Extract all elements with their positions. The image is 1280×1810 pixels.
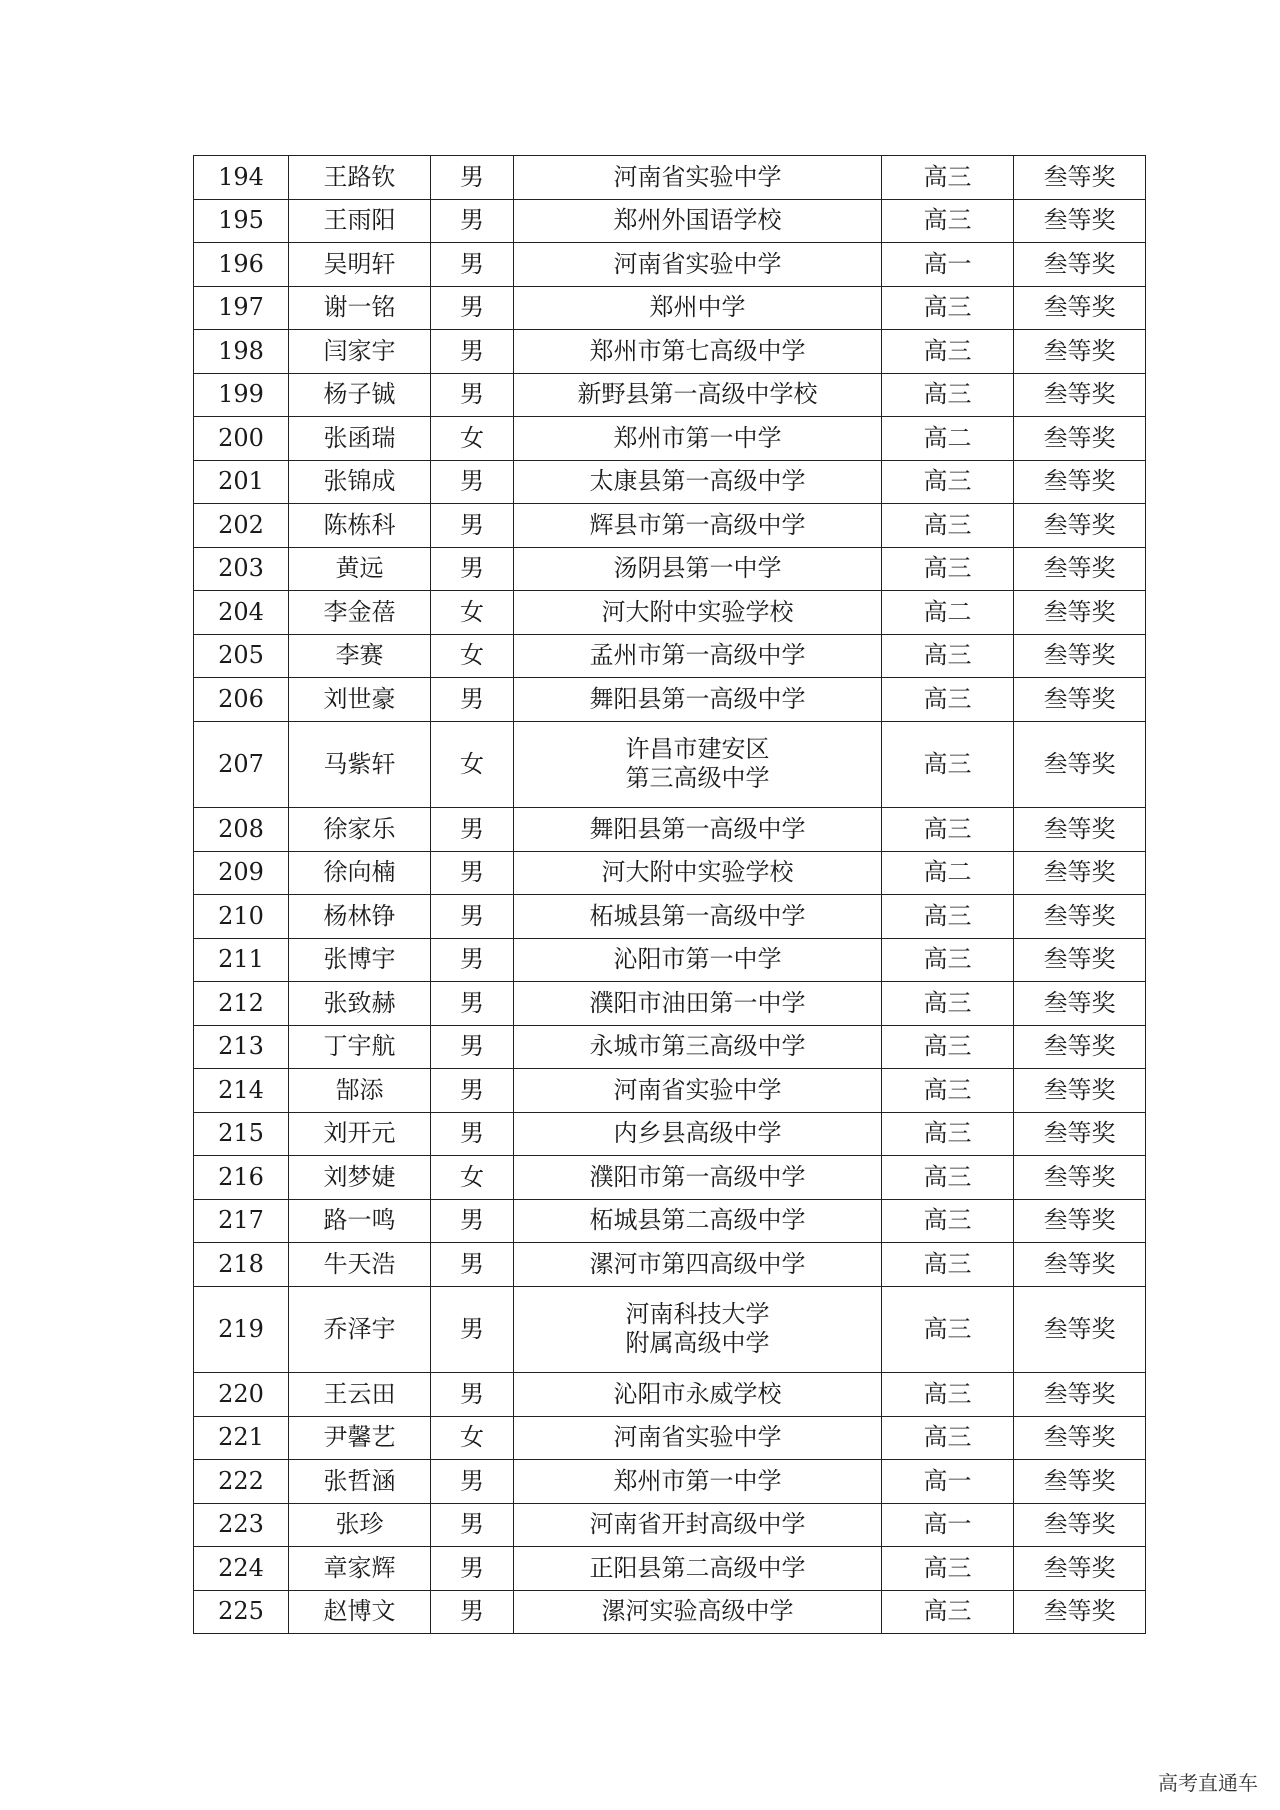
- cell-name: 章家辉: [289, 1547, 431, 1591]
- cell-school: [514, 678, 882, 722]
- cell-name: 陈栋科: [289, 504, 431, 548]
- cell-award: 叁等奖: [1014, 1243, 1146, 1287]
- cell-number: 218: [194, 1243, 289, 1287]
- table-row: [194, 243, 1146, 287]
- cell-award: 叁等奖: [1014, 1460, 1146, 1504]
- cell-gender: 男: [431, 156, 514, 200]
- cell-gender: 男: [431, 938, 514, 982]
- table-row: [194, 1590, 1146, 1634]
- school-line: 新野县第一高级中学校: [577, 380, 818, 409]
- table-row: [194, 547, 1146, 591]
- table-row: [194, 1547, 1146, 1591]
- cell-name: 路一鸣: [289, 1199, 431, 1243]
- cell-school: [514, 1460, 882, 1504]
- school-line: 舞阳县第一高级中学: [589, 684, 806, 713]
- table-row: [194, 199, 1146, 243]
- cell-award: 叁等奖: [1014, 199, 1146, 243]
- cell-gender: 男: [431, 243, 514, 287]
- cell-school: [514, 1503, 882, 1547]
- cell-grade: 高三: [882, 286, 1014, 330]
- cell-gender: 男: [431, 808, 514, 852]
- school-line: 柘城县第一高级中学: [589, 901, 806, 930]
- cell-award: 叁等奖: [1014, 634, 1146, 678]
- table-row: [194, 678, 1146, 722]
- cell-gender: 男: [431, 199, 514, 243]
- cell-award: 叁等奖: [1014, 330, 1146, 374]
- cell-award: 叁等奖: [1014, 1112, 1146, 1156]
- awards-table: [193, 155, 1146, 1634]
- watermark: 高考直通车: [1158, 1771, 1258, 1795]
- table-row: [194, 286, 1146, 330]
- cell-grade: 高三: [882, 1112, 1014, 1156]
- cell-number: 195: [194, 199, 289, 243]
- cell-number: 199: [194, 373, 289, 417]
- cell-grade: 高三: [882, 373, 1014, 417]
- cell-grade: 高二: [882, 851, 1014, 895]
- cell-award: 叁等奖: [1014, 591, 1146, 635]
- cell-name: 刘开元: [289, 1112, 431, 1156]
- cell-school: [514, 938, 882, 982]
- cell-name: 牛天浩: [289, 1243, 431, 1287]
- cell-number: 204: [194, 591, 289, 635]
- cell-school: [514, 1199, 882, 1243]
- cell-name: 李金蓓: [289, 591, 431, 635]
- cell-school: [514, 504, 882, 548]
- cell-gender: 男: [431, 1112, 514, 1156]
- table-row: [194, 1069, 1146, 1113]
- cell-award: 叁等奖: [1014, 1156, 1146, 1200]
- school-line: 内乡县高级中学: [613, 1119, 782, 1148]
- school-line: 郑州市第一中学: [613, 423, 782, 452]
- school-line: 郑州市第七高级中学: [589, 336, 806, 365]
- cell-gender: 男: [431, 1199, 514, 1243]
- school-line: 沁阳市永威学校: [613, 1379, 782, 1408]
- cell-grade: 高二: [882, 591, 1014, 635]
- table-row: [194, 721, 1146, 808]
- cell-grade: 高三: [882, 330, 1014, 374]
- cell-gender: 男: [431, 678, 514, 722]
- cell-name: 张锦成: [289, 460, 431, 504]
- cell-award: 叁等奖: [1014, 373, 1146, 417]
- cell-name: 尹馨艺: [289, 1416, 431, 1460]
- school-line: 漯河实验高级中学: [601, 1597, 794, 1626]
- table-row: [194, 330, 1146, 374]
- cell-name: 郜添: [289, 1069, 431, 1113]
- cell-award: 叁等奖: [1014, 808, 1146, 852]
- cell-name: 张哲涵: [289, 1460, 431, 1504]
- school-line: 正阳县第二高级中学: [589, 1553, 806, 1582]
- cell-number: 222: [194, 1460, 289, 1504]
- cell-school: [514, 808, 882, 852]
- cell-grade: 高三: [882, 1373, 1014, 1417]
- cell-gender: 女: [431, 721, 514, 808]
- awards-table-body: [194, 156, 1146, 1634]
- cell-name: 张致赫: [289, 982, 431, 1026]
- cell-number: 224: [194, 1547, 289, 1591]
- cell-number: 213: [194, 1025, 289, 1069]
- cell-name: 王云田: [289, 1373, 431, 1417]
- table-row: [194, 156, 1146, 200]
- cell-name: 张珍: [289, 1503, 431, 1547]
- cell-school: [514, 156, 882, 200]
- cell-gender: 男: [431, 1286, 514, 1373]
- cell-number: 214: [194, 1069, 289, 1113]
- cell-grade: 高一: [882, 1460, 1014, 1504]
- cell-school: [514, 373, 882, 417]
- cell-award: 叁等奖: [1014, 1286, 1146, 1373]
- cell-number: 202: [194, 504, 289, 548]
- school-line: 郑州中学: [649, 293, 746, 322]
- cell-name: 张博宇: [289, 938, 431, 982]
- cell-name: 闫家宇: [289, 330, 431, 374]
- cell-school: [514, 547, 882, 591]
- school-line: 舞阳县第一高级中学: [589, 814, 806, 843]
- school-line: 辉县市第一高级中学: [589, 510, 806, 539]
- table-row: [194, 1156, 1146, 1200]
- school-line: 永城市第三高级中学: [589, 1032, 806, 1061]
- school-line: 河大附中实验学校: [601, 597, 794, 626]
- table-row: [194, 1025, 1146, 1069]
- table-row: [194, 1199, 1146, 1243]
- cell-school: [514, 895, 882, 939]
- cell-name: 吴明轩: [289, 243, 431, 287]
- cell-gender: 男: [431, 1460, 514, 1504]
- school-line: 许昌市建安区: [625, 735, 770, 764]
- cell-gender: 女: [431, 1416, 514, 1460]
- cell-school: [514, 721, 882, 808]
- cell-gender: 女: [431, 634, 514, 678]
- school-line: 太康县第一高级中学: [589, 467, 806, 496]
- cell-school: [514, 1590, 882, 1634]
- table-row: [194, 1460, 1146, 1504]
- cell-name: 刘梦婕: [289, 1156, 431, 1200]
- cell-school: [514, 634, 882, 678]
- table-row: [194, 634, 1146, 678]
- cell-gender: 男: [431, 1243, 514, 1287]
- cell-gender: 男: [431, 504, 514, 548]
- school-line: 河南科技大学: [625, 1300, 770, 1329]
- school-line: 河大附中实验学校: [601, 858, 794, 887]
- cell-grade: 高二: [882, 417, 1014, 461]
- cell-award: 叁等奖: [1014, 1416, 1146, 1460]
- cell-number: 198: [194, 330, 289, 374]
- cell-school: [514, 1156, 882, 1200]
- cell-school: [514, 1286, 882, 1373]
- cell-gender: 男: [431, 982, 514, 1026]
- cell-number: 221: [194, 1416, 289, 1460]
- cell-grade: 高三: [882, 1243, 1014, 1287]
- cell-gender: 男: [431, 373, 514, 417]
- cell-school: [514, 460, 882, 504]
- cell-award: 叁等奖: [1014, 286, 1146, 330]
- cell-grade: 高三: [882, 938, 1014, 982]
- school-line: 漯河市第四高级中学: [589, 1249, 806, 1278]
- cell-gender: 男: [431, 851, 514, 895]
- table-row: [194, 504, 1146, 548]
- cell-school: [514, 1243, 882, 1287]
- school-line: 汤阴县第一中学: [613, 554, 782, 583]
- cell-gender: 男: [431, 330, 514, 374]
- cell-grade: 高三: [882, 1590, 1014, 1634]
- cell-school: [514, 330, 882, 374]
- cell-grade: 高三: [882, 156, 1014, 200]
- cell-award: 叁等奖: [1014, 1590, 1146, 1634]
- cell-award: 叁等奖: [1014, 1069, 1146, 1113]
- cell-name: 徐家乐: [289, 808, 431, 852]
- cell-award: 叁等奖: [1014, 721, 1146, 808]
- cell-name: 乔泽宇: [289, 1286, 431, 1373]
- cell-name: 杨子铖: [289, 373, 431, 417]
- cell-number: 209: [194, 851, 289, 895]
- cell-school: [514, 286, 882, 330]
- cell-grade: 高三: [882, 504, 1014, 548]
- table-row: [194, 591, 1146, 635]
- cell-gender: 男: [431, 286, 514, 330]
- cell-grade: 高三: [882, 678, 1014, 722]
- cell-number: 217: [194, 1199, 289, 1243]
- cell-name: 李赛: [289, 634, 431, 678]
- cell-grade: 高三: [882, 1069, 1014, 1113]
- cell-gender: 女: [431, 591, 514, 635]
- school-line: 第三高级中学: [625, 764, 770, 793]
- cell-grade: 高三: [882, 895, 1014, 939]
- cell-school: [514, 1373, 882, 1417]
- cell-gender: 男: [431, 1025, 514, 1069]
- cell-gender: 男: [431, 1373, 514, 1417]
- table-row: [194, 1286, 1146, 1373]
- cell-number: 206: [194, 678, 289, 722]
- cell-school: [514, 199, 882, 243]
- cell-school: [514, 1112, 882, 1156]
- cell-gender: 女: [431, 417, 514, 461]
- cell-grade: 高三: [882, 199, 1014, 243]
- cell-number: 196: [194, 243, 289, 287]
- cell-gender: 男: [431, 1069, 514, 1113]
- cell-grade: 高三: [882, 460, 1014, 504]
- cell-grade: 高三: [882, 721, 1014, 808]
- cell-school: [514, 243, 882, 287]
- cell-award: 叁等奖: [1014, 678, 1146, 722]
- table-row: [194, 808, 1146, 852]
- cell-number: 220: [194, 1373, 289, 1417]
- cell-award: 叁等奖: [1014, 504, 1146, 548]
- cell-school: [514, 851, 882, 895]
- cell-name: 王雨阳: [289, 199, 431, 243]
- cell-award: 叁等奖: [1014, 938, 1146, 982]
- school-line: 河南省实验中学: [613, 249, 782, 278]
- cell-name: 张函瑞: [289, 417, 431, 461]
- school-line: 濮阳市油田第一中学: [589, 988, 806, 1017]
- cell-number: 197: [194, 286, 289, 330]
- cell-number: 223: [194, 1503, 289, 1547]
- cell-number: 210: [194, 895, 289, 939]
- cell-number: 203: [194, 547, 289, 591]
- cell-award: 叁等奖: [1014, 1503, 1146, 1547]
- cell-grade: 高三: [882, 1286, 1014, 1373]
- cell-grade: 高三: [882, 1416, 1014, 1460]
- cell-number: 211: [194, 938, 289, 982]
- cell-award: 叁等奖: [1014, 417, 1146, 461]
- cell-number: 225: [194, 1590, 289, 1634]
- cell-grade: 高三: [882, 982, 1014, 1026]
- cell-gender: 男: [431, 547, 514, 591]
- cell-award: 叁等奖: [1014, 851, 1146, 895]
- school-line: 濮阳市第一高级中学: [589, 1162, 806, 1191]
- cell-number: 194: [194, 156, 289, 200]
- cell-number: 200: [194, 417, 289, 461]
- cell-number: 208: [194, 808, 289, 852]
- cell-grade: 高三: [882, 808, 1014, 852]
- cell-gender: 女: [431, 1156, 514, 1200]
- cell-name: 王路钦: [289, 156, 431, 200]
- cell-name: 徐向楠: [289, 851, 431, 895]
- school-line: 河南省实验中学: [613, 1423, 782, 1452]
- cell-grade: 高三: [882, 1199, 1014, 1243]
- table-row: [194, 895, 1146, 939]
- cell-number: 219: [194, 1286, 289, 1373]
- school-line: 河南省开封高级中学: [589, 1510, 806, 1539]
- school-line: 河南省实验中学: [613, 1075, 782, 1104]
- cell-award: 叁等奖: [1014, 243, 1146, 287]
- cell-grade: 高三: [882, 1547, 1014, 1591]
- cell-award: 叁等奖: [1014, 982, 1146, 1026]
- cell-name: 谢一铭: [289, 286, 431, 330]
- cell-gender: 男: [431, 1503, 514, 1547]
- school-line: 郑州外国语学校: [613, 206, 782, 235]
- cell-award: 叁等奖: [1014, 460, 1146, 504]
- cell-gender: 男: [431, 1590, 514, 1634]
- cell-school: [514, 1547, 882, 1591]
- cell-name: 马紫轩: [289, 721, 431, 808]
- cell-gender: 男: [431, 895, 514, 939]
- school-line: 郑州市第一中学: [613, 1466, 782, 1495]
- table-row: [194, 1112, 1146, 1156]
- cell-grade: 高三: [882, 634, 1014, 678]
- cell-name: 黄远: [289, 547, 431, 591]
- table-row: [194, 938, 1146, 982]
- cell-award: 叁等奖: [1014, 1547, 1146, 1591]
- school-line: 柘城县第二高级中学: [589, 1206, 806, 1235]
- cell-award: 叁等奖: [1014, 1025, 1146, 1069]
- cell-gender: 男: [431, 1547, 514, 1591]
- table-row: [194, 851, 1146, 895]
- cell-grade: 高三: [882, 1025, 1014, 1069]
- cell-school: [514, 1025, 882, 1069]
- cell-grade: 高一: [882, 1503, 1014, 1547]
- cell-number: 212: [194, 982, 289, 1026]
- cell-number: 215: [194, 1112, 289, 1156]
- cell-school: [514, 417, 882, 461]
- cell-award: 叁等奖: [1014, 547, 1146, 591]
- cell-school: [514, 591, 882, 635]
- table-row: [194, 1416, 1146, 1460]
- school-line: 附属高级中学: [625, 1329, 770, 1358]
- cell-name: 刘世豪: [289, 678, 431, 722]
- school-line: 沁阳市第一中学: [613, 945, 782, 974]
- table-row: [194, 1243, 1146, 1287]
- school-line: 孟州市第一高级中学: [589, 641, 806, 670]
- table-row: [194, 1373, 1146, 1417]
- cell-award: 叁等奖: [1014, 156, 1146, 200]
- cell-number: 201: [194, 460, 289, 504]
- cell-number: 207: [194, 721, 289, 808]
- cell-school: [514, 982, 882, 1026]
- cell-number: 205: [194, 634, 289, 678]
- cell-name: 杨林铮: [289, 895, 431, 939]
- cell-grade: 高一: [882, 243, 1014, 287]
- cell-grade: 高三: [882, 547, 1014, 591]
- table-row: [194, 373, 1146, 417]
- table-row: [194, 982, 1146, 1026]
- school-line: 河南省实验中学: [613, 162, 782, 191]
- cell-award: 叁等奖: [1014, 895, 1146, 939]
- cell-school: [514, 1416, 882, 1460]
- table-row: [194, 1503, 1146, 1547]
- cell-number: 216: [194, 1156, 289, 1200]
- cell-award: 叁等奖: [1014, 1373, 1146, 1417]
- cell-name: 丁宇航: [289, 1025, 431, 1069]
- cell-grade: 高三: [882, 1156, 1014, 1200]
- cell-name: 赵博文: [289, 1590, 431, 1634]
- cell-school: [514, 1069, 882, 1113]
- cell-award: 叁等奖: [1014, 1199, 1146, 1243]
- cell-gender: 男: [431, 460, 514, 504]
- table-row: [194, 417, 1146, 461]
- table-row: [194, 460, 1146, 504]
